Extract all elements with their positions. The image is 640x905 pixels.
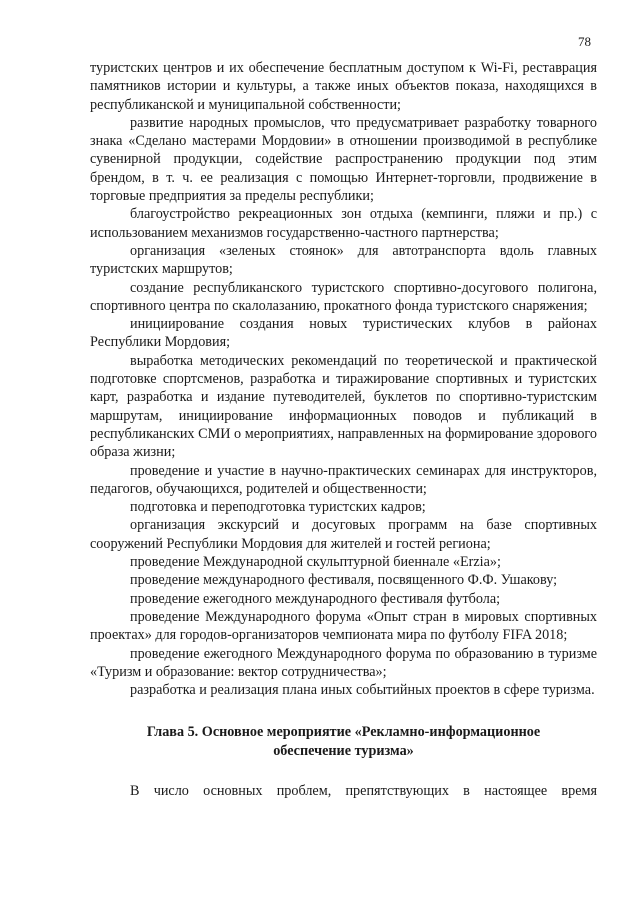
body-text (90, 59, 597, 800)
list-item: проведение и участие в научно-практических семинарах для инструкторов, педагогов, обучающихся, родителей и общественности; (90, 462, 597, 497)
list-item: создание республиканского туристского спортивно-досугового полигона, спортивного центра по скалолазанию, прокатного фонда туристского снаряжения; (90, 279, 597, 314)
list-item: проведение Международной скульптурной биеннале «Erzia»; (130, 554, 501, 571)
list-item: проведение ежегодного Международного форума по образованию в туризме «Туризм и образование: вектор сотрудничества»; (90, 645, 597, 680)
lead-paragraph: В число основных проблем, препятствующих в настоящее время (130, 782, 597, 799)
chapter-heading-line-1: Глава 5. Основное мероприятие «Рекламно-информационное (146, 724, 541, 741)
list-item: проведение Международного форума «Опыт стран в мировых спортивных проектах» для городов-организаторов чемпионата мира по футболу FIFA 2018; (90, 608, 597, 644)
list-item: организация «зеленых стоянок» для автотранспорта вдоль главных туристских маршрутов; (90, 242, 597, 278)
list-item: организация экскурсий и досуговых программ на базе спортивных сооружений Республики Мордовия для жителей и гостей региона; (90, 517, 597, 552)
list-item: проведение международного фестиваля, посвященного Ф.Ф. Ушакову; (130, 572, 558, 589)
list-item: выработка методических рекомендаций по теоретической и практической подготовке спортсменов, разработка и тиражирование спортивных и туристских карт, разработка и издание путеводителей, буклетов по спортивно-туристским маршрутам, инициирование информационных поводов и публикаций в республиканских СМИ о мероприятиях, направленных на формирование здорового образа жизни; (90, 352, 597, 461)
page-number: 78 (578, 34, 591, 49)
list-item: благоустройство рекреационных зон отдыха (кемпинги, пляжи и пр.) с использованием механизмов государственно-частного партнерства; (90, 206, 597, 241)
list-item: подготовка и переподготовка туристских кадров; (130, 499, 426, 516)
chapter-heading-line-2: обеспечение туризма» (273, 742, 414, 759)
list-item: инициирование создания новых туристических клубов в районах Республики Мордовия; (90, 316, 597, 351)
list-item: развитие народных промыслов, что предусматривает разработку товарного знака «Сделано мастерами Мордовии» в отношении производимой в республике сувенирной продукции, содействие распространению продукции под этим брендом, в т. ч. ее реализация с помощью Интернет-торговли, продвижение в торговые предприятия за пределы республики; (90, 114, 597, 205)
list-item-continuation: туристских центров и их обеспечение бесплатным доступом к Wi-Fi, реставрация памятников истории и культуры, а также иных объектов показа, находящихся в республиканской и муниципальной собственности; (90, 60, 597, 113)
list-item: проведение ежегодного международного фестиваля футбола; (130, 590, 501, 607)
list-item: разработка и реализация плана иных событийных проектов в сфере туризма. (130, 682, 595, 699)
chapter-heading (90, 723, 597, 760)
